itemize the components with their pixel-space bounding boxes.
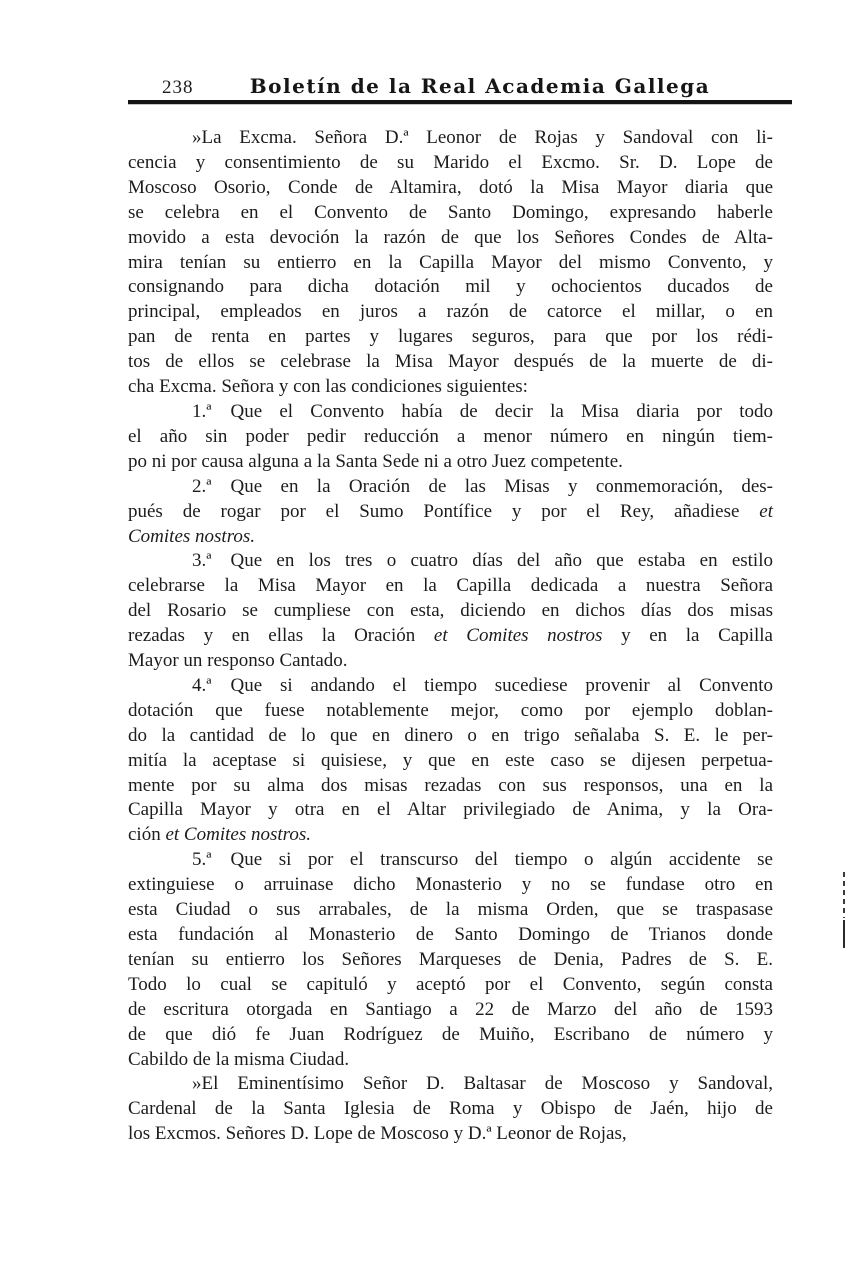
text-run: mira tenían su entierro en la Capilla Mayor del mismo Convento, y — [128, 251, 773, 273]
text-run: »El Eminentísimo Señor D. Baltasar de Moscoso y Sandoval, — [192, 1073, 773, 1095]
text-line — [128, 923, 773, 948]
text-run: 3.ª Que en los tres o cuatro días del año que estaba en estilo — [192, 550, 773, 572]
text-line — [128, 350, 773, 375]
paragraph — [128, 848, 773, 1072]
text-run: Todo lo cual se capituló y aceptó por el Convento, según consta — [128, 973, 773, 995]
text-run: 2.ª Que en la Oración de las Misas y conmemoración, des- — [192, 475, 773, 497]
text-line — [128, 375, 773, 400]
text-line — [128, 1048, 773, 1073]
page-number: 238 — [162, 77, 194, 98]
text-line — [128, 823, 773, 848]
text-line — [128, 475, 773, 500]
text-run: mente por su alma dos misas rezadas con sus responsos, una en la — [128, 774, 773, 796]
paragraph — [128, 1072, 773, 1147]
latin-phrase: et — [759, 500, 773, 522]
text-run: »La Excma. Señora D.ª Leonor de Rojas y Sandoval con li- — [192, 127, 773, 148]
text-line — [128, 724, 773, 749]
text-run: los Excmos. Señores D. Lope de Moscoso y D.ª Leonor de Rojas, — [128, 1123, 627, 1145]
scan-artifact-solid — [843, 920, 845, 948]
text-line — [128, 300, 773, 325]
text-line — [128, 649, 773, 674]
paragraph — [128, 126, 773, 400]
text-line — [128, 325, 773, 350]
text-run: cencia y consentimiento de su Marido el Excmo. Sr. D. Lope de — [128, 151, 773, 173]
text-line — [128, 948, 773, 973]
text-run: extinguiese o arruinase dicho Monasterio y no se fundase otro en — [128, 874, 773, 896]
paragraph — [128, 549, 773, 674]
text-line — [128, 1097, 773, 1122]
paragraph — [128, 674, 773, 848]
text-run: dotación que fuese notablemente mejor, como por ejemplo doblan- — [128, 699, 773, 721]
text-line — [128, 973, 773, 998]
text-line — [128, 998, 773, 1023]
text-line — [128, 400, 773, 425]
text-line — [128, 574, 773, 599]
text-run: de que dió fe Juan Rodríguez de Muiño, Escribano de número y — [128, 1023, 773, 1045]
text-line — [128, 798, 773, 823]
text-line — [128, 450, 773, 475]
text-run: movido a esta devoción la razón de que los Señores Condes de Alta- — [128, 226, 773, 248]
text-run: del Rosario se cumpliese con esta, diciendo en dichos días dos misas — [128, 600, 773, 622]
header-title: Boletín de la Real Academia Gallega — [249, 74, 711, 98]
text-line — [128, 1023, 773, 1048]
text-run: 1.ª Que el Convento había de decir la Misa diaria por todo — [192, 400, 773, 422]
text-line — [128, 898, 773, 923]
text-run: principal, empleados en juros a razón de catorce el millar, o en — [128, 301, 773, 323]
paragraph — [128, 475, 773, 550]
text-run: el año sin poder pedir reducción a menor número en ningún tiem- — [128, 425, 773, 447]
text-run: ción — [128, 824, 166, 846]
text-line — [128, 500, 773, 525]
text-run: pués de rogar por el Sumo Pontífice y por el Rey, añadiese — [128, 500, 760, 522]
text-block — [128, 126, 773, 1147]
text-run: se celebra en el Convento de Santo Domingo, expresando haberle — [128, 201, 773, 223]
text-run: cha Excma. Señora y con las condiciones siguientes: — [128, 376, 528, 398]
scan-artifact-dashes — [843, 872, 845, 918]
text-run: Mayor un responso Cantado. — [128, 650, 348, 672]
text-run: de escritura otorgada en Santiago a 22 de Marzo del año de 1593 — [128, 998, 773, 1020]
text-line — [128, 1122, 773, 1147]
running-header — [128, 74, 792, 102]
text-run: esta fundación al Monasterio de Santo Domingo de Trianos donde — [128, 924, 773, 945]
text-line — [128, 749, 773, 774]
text-run: Moscoso Osorio, Conde de Altamira, dotó la Misa Mayor diaria que — [128, 176, 773, 198]
text-run: 4.ª Que si andando el tiempo sucediese provenir al Convento — [192, 674, 773, 696]
latin-phrase: et Comites nostros — [433, 625, 603, 647]
text-line — [128, 599, 773, 624]
text-run: celebrarse la Misa Mayor en la Capilla dedicada a nuestra Señora — [128, 575, 773, 597]
text-run: do la cantidad de lo que en dinero o en trigo señalaba S. E. le per- — [128, 724, 773, 746]
text-line — [128, 624, 773, 649]
text-line — [128, 1072, 773, 1097]
text-line — [128, 275, 773, 300]
text-line — [128, 774, 773, 799]
text-line — [128, 226, 773, 251]
text-run: mitía la aceptase si quisiese, y que en este caso se dijesen perpetua- — [128, 749, 773, 771]
text-line — [128, 525, 773, 550]
text-line — [128, 251, 773, 276]
text-run: 5.ª Que si por el transcurso del tiempo o algún accidente se — [192, 849, 773, 871]
text-line — [128, 873, 773, 898]
text-run: Cabildo de la misma Ciudad. — [128, 1048, 350, 1070]
header-rule — [128, 100, 792, 104]
text-run: Capilla Mayor y otra en el Altar privilegiado de Anima, y la Ora- — [128, 799, 773, 821]
text-run: tenían su entierro los Señores Marqueses de Denia, Padres de S. E. — [128, 948, 773, 970]
latin-phrase: Comites nostros. — [128, 525, 256, 547]
text-run: pan de renta en partes y lugares seguros, para que por los rédi- — [128, 326, 773, 348]
scan-artifact-line — [843, 872, 845, 948]
text-line — [128, 201, 773, 226]
text-line — [128, 549, 773, 574]
text-run: po ni por causa alguna a la Santa Sede ni a otro Juez competente. — [128, 450, 623, 472]
text-run: Cardenal de la Santa Iglesia de Roma y Obispo de Jaén, hijo de — [128, 1098, 773, 1120]
paragraph — [128, 400, 773, 475]
text-line — [128, 425, 773, 450]
text-line — [128, 176, 773, 201]
latin-phrase: et Comites nostros. — [165, 824, 311, 846]
text-run: rezadas y en ellas la Oración — [128, 625, 434, 647]
text-line — [128, 699, 773, 724]
text-run: consignando para dicha dotación mil y ochocientos ducados de — [128, 276, 773, 298]
text-line — [128, 151, 773, 176]
text-run: esta Ciudad o sus arrabales, de la misma Orden, que se traspasase — [128, 899, 773, 921]
text-run: tos de ellos se celebrase la Misa Mayor después de la muerte de di- — [128, 351, 773, 373]
text-line — [128, 674, 773, 699]
text-line — [128, 126, 773, 151]
text-run: y en la Capilla — [602, 625, 773, 647]
text-line — [128, 848, 773, 873]
